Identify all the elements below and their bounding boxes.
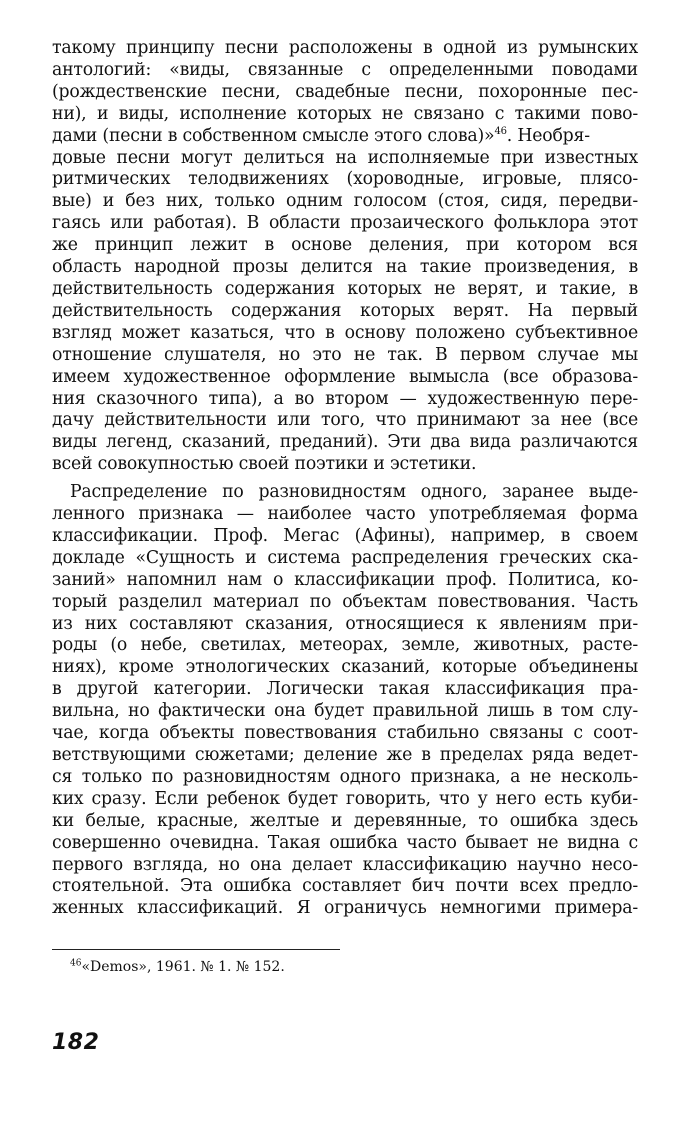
text-line: (рождественские песни, свадебные песни, похоронные пес- [52, 81, 638, 102]
text-line: заний» напомнил нам о классификации проф. Политиса, ко- [52, 569, 638, 590]
text-line: ритмических телодвижениях (хороводные, игровые, плясо- [52, 169, 638, 190]
footnote-divider [52, 949, 340, 950]
text-line: классификации. Проф. Мегас (Афины), например, в своем [52, 525, 638, 546]
text-line: действительность содержания которых верят. На первый [52, 300, 638, 321]
text-line [52, 126, 638, 148]
text-line: виды легенд, сказаний, преданий). Эти два вида различаются [52, 432, 638, 453]
text-line: ветствующими сюжетами; деление же в пределах ряда ведет- [52, 745, 638, 765]
text-line-part: . Необря- [506, 125, 590, 146]
text-line: стоятельной. Эта ошибка составляет бич почти всех предло- [52, 876, 638, 897]
text-line: гаясь или работая). В области прозаического фольклора этот [52, 213, 638, 234]
text-line-part: дами (песни в собственном смысле этого слова)» [52, 125, 495, 146]
text-line: ки белые, красные, желтые и деревянные, то ошибка здесь [52, 810, 638, 831]
text-line: женных классификаций. Я ограничусь немногими примера- [52, 898, 638, 919]
text-line: отношение слушателя, но это не так. В первом случае мы [52, 344, 638, 365]
text-line: торый разделил материал по объектам повествования. Часть [52, 591, 638, 612]
body-text [52, 38, 638, 920]
text-line: чае, когда объекты повествования стабильно связаны с соот- [52, 723, 638, 744]
text-line: антологий: «виды, связанные с определенными поводами [52, 59, 638, 80]
text-line: ниях), кроме этнологических сказаний, которые объединены [52, 657, 638, 678]
paragraph-2 [52, 482, 638, 920]
text-line: имеем художественное оформление вымысла (все образова- [52, 366, 638, 387]
footnote [70, 958, 285, 976]
footnote-text: «Demos», 1961. № 1. № 152. [81, 959, 285, 975]
text-line: Распределение по разновидностям одного, заранее выде- [70, 482, 638, 503]
text-line: докладе «Сущность и система распределения греческих ска- [52, 547, 638, 568]
text-line: действительность содержания которых не верят, и такие, в [52, 278, 638, 299]
text-line: вые) и без них, только одним голосом (стоя, сидя, передви- [52, 191, 638, 212]
paragraph-1 [52, 38, 638, 476]
text-line: ленного признака — наиболее часто употребляемая форма [52, 504, 638, 525]
page-number: 182 [52, 1030, 100, 1055]
text-line: ни), и виды, исполнение которых не связано с такими пово- [52, 103, 638, 124]
text-line: ния сказочного типа), а во втором — художественную пере- [52, 388, 638, 409]
text-line: вильна, но фактически она будет правильной лишь в том слу- [52, 701, 638, 722]
text-line: же принцип лежит в основе деления, при котором вся [52, 235, 638, 256]
text-line: из них составляют сказания, относящиеся к явлениям при- [52, 613, 638, 634]
text-line: довые песни могут делиться на исполняемые при известных [52, 147, 638, 168]
footnote-marker: 46 [70, 958, 82, 969]
text-line: взгляд может казаться, что в основу положено субъективное [52, 322, 638, 343]
text-line: в другой категории. Логически такая классификация пра- [52, 679, 638, 700]
text-line: область народной прозы делится на такие произведения, в [52, 257, 638, 278]
footnote-reference: 46 [494, 125, 507, 137]
text-line: ся только по разновидностям одного признака, а не несколь- [52, 766, 638, 787]
text-line: ких сразу. Если ребенок будет говорить, что у него есть куби- [52, 788, 638, 809]
text-line: первого взгляда, но она делает классификацию научно несо- [52, 854, 638, 875]
text-line: совершенно очевидна. Такая ошибка часто бывает не видна с [52, 832, 638, 853]
text-line: дачу действительности или того, что принимают за нее (все [52, 410, 638, 431]
text-line: роды (о небе, светилах, метеорах, земле, животных, расте- [52, 635, 638, 656]
text-line: такому принципу песни расположены в одной из румынских [52, 38, 638, 58]
text-line: всей совокупностью своей поэтики и эстетики. [52, 454, 477, 475]
